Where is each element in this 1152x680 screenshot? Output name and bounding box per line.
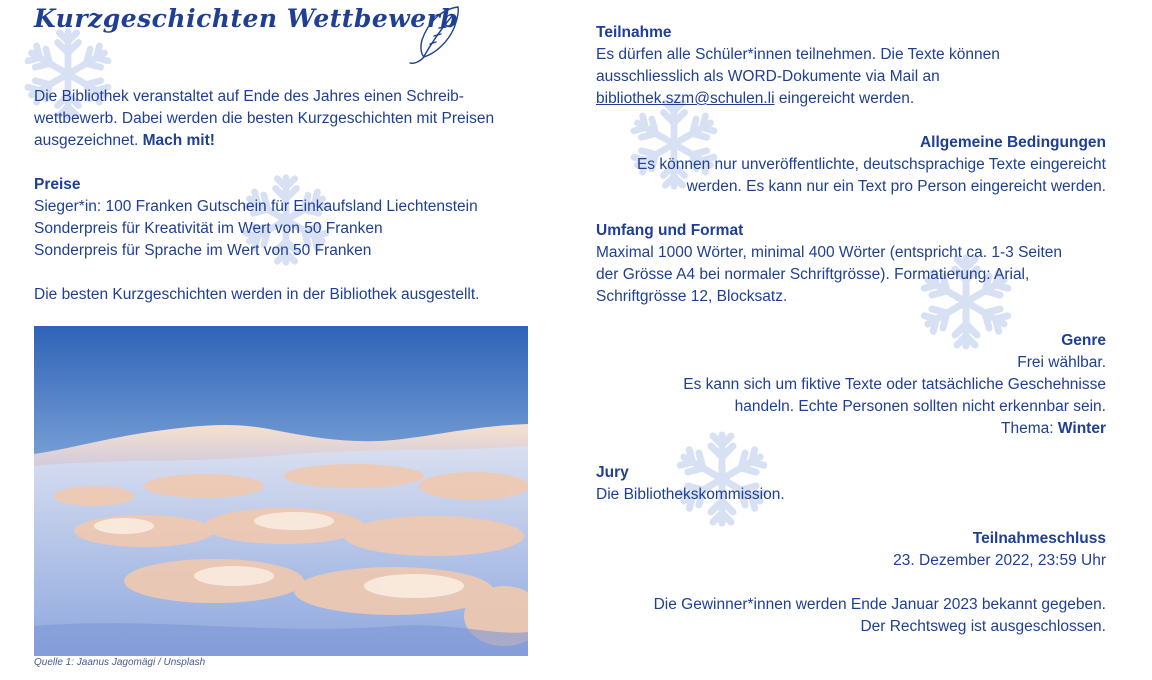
teilnahme-section bbox=[596, 22, 1106, 110]
genre-section bbox=[596, 330, 1106, 440]
thema-value: Winter bbox=[1057, 420, 1106, 437]
preise-heading: Preise bbox=[34, 176, 81, 193]
bedingungen-heading: Allgemeine Bedingungen bbox=[919, 134, 1106, 151]
umfang-heading: Umfang und Format bbox=[596, 222, 744, 239]
feather-icon bbox=[408, 2, 466, 71]
jury-heading: Jury bbox=[596, 464, 629, 481]
genre-thema bbox=[596, 418, 1106, 440]
bedingungen-section bbox=[596, 132, 1106, 198]
winter-landscape-photo bbox=[34, 326, 528, 656]
thema-label: Thema: bbox=[1001, 420, 1054, 437]
footer-line: Der Rechtsweg ist ausgeschlossen. bbox=[860, 618, 1106, 635]
umfang-line: Schriftgrösse 12, Blocksatz. bbox=[596, 288, 788, 305]
genre-line: Frei wählbar. bbox=[1017, 354, 1106, 371]
teilnahme-heading: Teilnahme bbox=[596, 24, 672, 41]
image-caption: Quelle 1: Jaanus Jagomägi / Unsplash bbox=[34, 657, 206, 668]
teilnahme-line-rest: eingereicht werden. bbox=[778, 90, 915, 107]
genre-heading: Genre bbox=[1061, 332, 1106, 349]
bedingungen-line: Es können nur unveröffentlichte, deutschsprachige Texte eingereicht bbox=[636, 156, 1106, 173]
intro-paragraph bbox=[34, 86, 534, 152]
teilnahme-line: ausschliesslich als WORD-Dokumente via Mail an bbox=[596, 68, 940, 85]
jury-section bbox=[596, 462, 1106, 506]
deadline-section bbox=[596, 528, 1106, 572]
genre-line: Es kann sich um fiktive Texte oder tatsächliche Geschehnisse bbox=[683, 376, 1106, 393]
intro-line: Die Bibliothek veranstaltet auf Ende des Jahres einen Schreib- bbox=[34, 88, 464, 105]
umfang-line: der Grösse A4 bei normaler Schriftgrösse). Formatierung: Arial, bbox=[596, 266, 1030, 283]
teilnahme-line: Es dürfen alle Schüler*innen teilnehmen. Die Texte können bbox=[596, 46, 1000, 63]
prize-item: Sieger*in: 100 Franken Gutschein für Einkaufsland Liechtenstein bbox=[34, 198, 478, 215]
genre-line: handeln. Echte Personen sollten nicht erkennbar sein. bbox=[734, 398, 1106, 415]
jury-text: Die Bibliothekskommission. bbox=[596, 486, 785, 503]
call-to-action: Mach mit! bbox=[142, 132, 215, 149]
page-title: Kurzgeschichten Wettbewerb bbox=[34, 4, 459, 33]
umfang-line: Maximal 1000 Wörter, minimal 400 Wörter (entspricht ca. 1-3 Seiten bbox=[596, 244, 1063, 261]
footer-line: Die Gewinner*innen werden Ende Januar 2023 bekannt gegeben. bbox=[653, 596, 1106, 613]
email-link[interactable]: bibliothek.szm@schulen.li bbox=[596, 90, 775, 107]
intro-line: wettbewerb. Dabei werden die besten Kurzgeschichten mit Preisen bbox=[34, 110, 495, 127]
prize-item: Sonderpreis für Sprache im Wert von 50 Franken bbox=[34, 242, 372, 259]
preise-section bbox=[34, 174, 534, 262]
footer-notes bbox=[596, 594, 1106, 638]
deadline-heading: Teilnahmeschluss bbox=[972, 530, 1106, 547]
teilnahme-line bbox=[596, 88, 1106, 110]
exhibition-note: Die besten Kurzgeschichten werden in der Bibliothek ausgestellt. bbox=[34, 286, 480, 303]
bedingungen-line: werden. Es kann nur ein Text pro Person eingereicht werden. bbox=[686, 178, 1106, 195]
deadline-date: 23. Dezember 2022, 23:59 Uhr bbox=[893, 552, 1106, 569]
prize-item: Sonderpreis für Kreativität im Wert von 50 Franken bbox=[34, 220, 383, 237]
intro-line bbox=[34, 130, 534, 152]
umfang-section bbox=[596, 220, 1106, 308]
intro-text: ausgezeichnet. bbox=[34, 132, 139, 149]
